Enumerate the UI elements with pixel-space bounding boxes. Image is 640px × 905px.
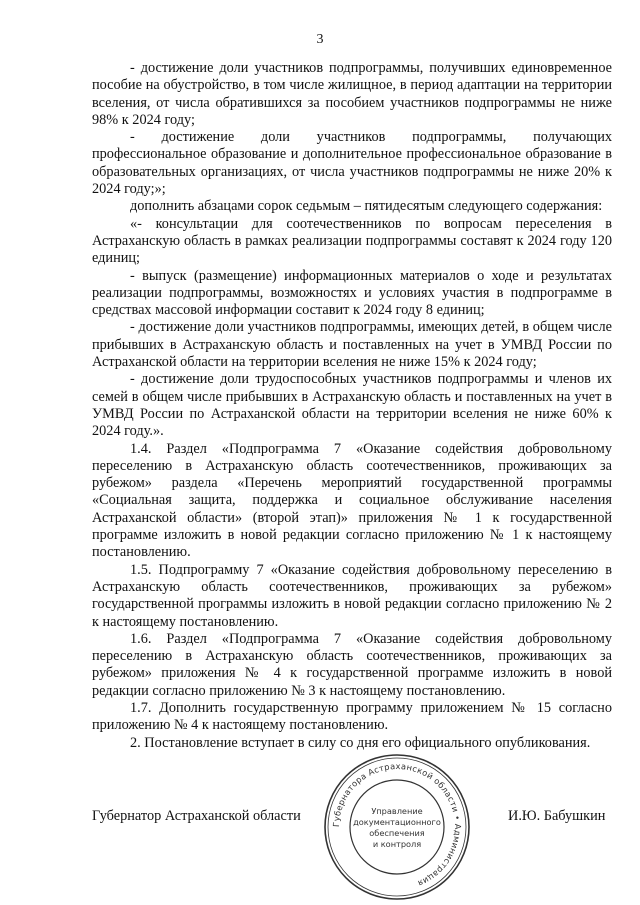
page-number: 3	[316, 32, 324, 47]
document-body	[92, 60, 612, 752]
paragraph: 1.5. Подпрограмму 7 «Оказание содействия добровольному переселению в Астраханскую область соотечественников, проживающих за рубежом» государственной программы изложить в новой редакции согласно приложению № 2 к настоящему постановлению.	[92, 561, 612, 630]
paragraph: 2. Постановление вступает в силу со дня его официального опубликования.	[130, 734, 591, 751]
signature-name: И.Ю. Бабушкин	[508, 808, 606, 824]
paragraph: дополнить абзацами сорок седьмым – пятидесятым следующего содержания:	[130, 198, 603, 215]
paragraph: - достижение доли трудоспособных участников подпрограммы и членов их семей в общем числе прибывших в Астраханскую область и поставленных на учет в УМВД России по Астраханской области на территории вселения не ниже 60% к 2024 году.».	[92, 371, 612, 440]
paragraph: - достижение доли участников подпрограммы, получающих профессиональное образование и дополнительное профессиональное образование в образовательных организациях, от числа участников подпрограммы не ниже 20% к 2024 году;»;	[92, 129, 612, 198]
stamp-line: обеспечения	[369, 828, 425, 838]
paragraph: 1.6. Раздел «Подпрограмма 7 «Оказание содействия добровольному переселению в Астраханскую область соотечественников, проживающих за рубежом» приложения № 4 к государственной программе изложить в новой редакции согласно приложению № 3 к настоящему постановлению.	[92, 630, 612, 699]
paragraph: 1.4. Раздел «Подпрограмма 7 «Оказание содействия добровольному переселению в Астраханскую область соотечественников, проживающих за рубежом» раздела «Перечень мероприятий государственной программы «Социальная защита, поддержка и социальное обслуживание населения Астраханской области» (второй этап)» приложения № 1 к государственной программе изложить в новой редакции согласно приложению № 1 к настоящему постановлению.	[92, 440, 612, 561]
stamp-ring-text: Губернатора Астраханской области • Администрация	[330, 760, 464, 889]
stamp-line: документационного	[353, 817, 441, 827]
stamp-line: и контроля	[372, 839, 422, 849]
signature-position: Губернатор Астраханской области	[92, 808, 301, 824]
official-stamp	[322, 752, 472, 902]
paragraph: - достижение доли участников подпрограммы, получивших единовременное пособие на обустройство, в том числе жилищное, в период адаптации на территории вселения, от числа обратившихся за пособием участников подпрограммы не ниже 98% к 2024 году;	[92, 60, 612, 128]
stamp-line: Управление	[371, 806, 423, 816]
paragraph: «- консультации для соотечественников по вопросам переселения в Астраханскую область в рамках реализации подпрограммы составят к 2024 году 120 единиц;	[92, 215, 612, 267]
paragraph: 1.7. Дополнить государственную программу приложением № 15 согласно приложению № 4 к настоящему постановлению.	[92, 699, 612, 734]
paragraph: - достижение доли участников подпрограммы, имеющих детей, в общем числе прибывших в Астраханскую область и поставленных на учет в УМВД России по Астраханской области на территории вселения не ниже 15% к 2024 году;	[92, 319, 612, 371]
paragraph: - выпуск (размещение) информационных материалов о ходе и результатах реализации подпрограммы, возможностях и условиях участия в подпрограмме в средствах массовой информации составит к 2024 году 8 единиц;	[92, 267, 612, 319]
